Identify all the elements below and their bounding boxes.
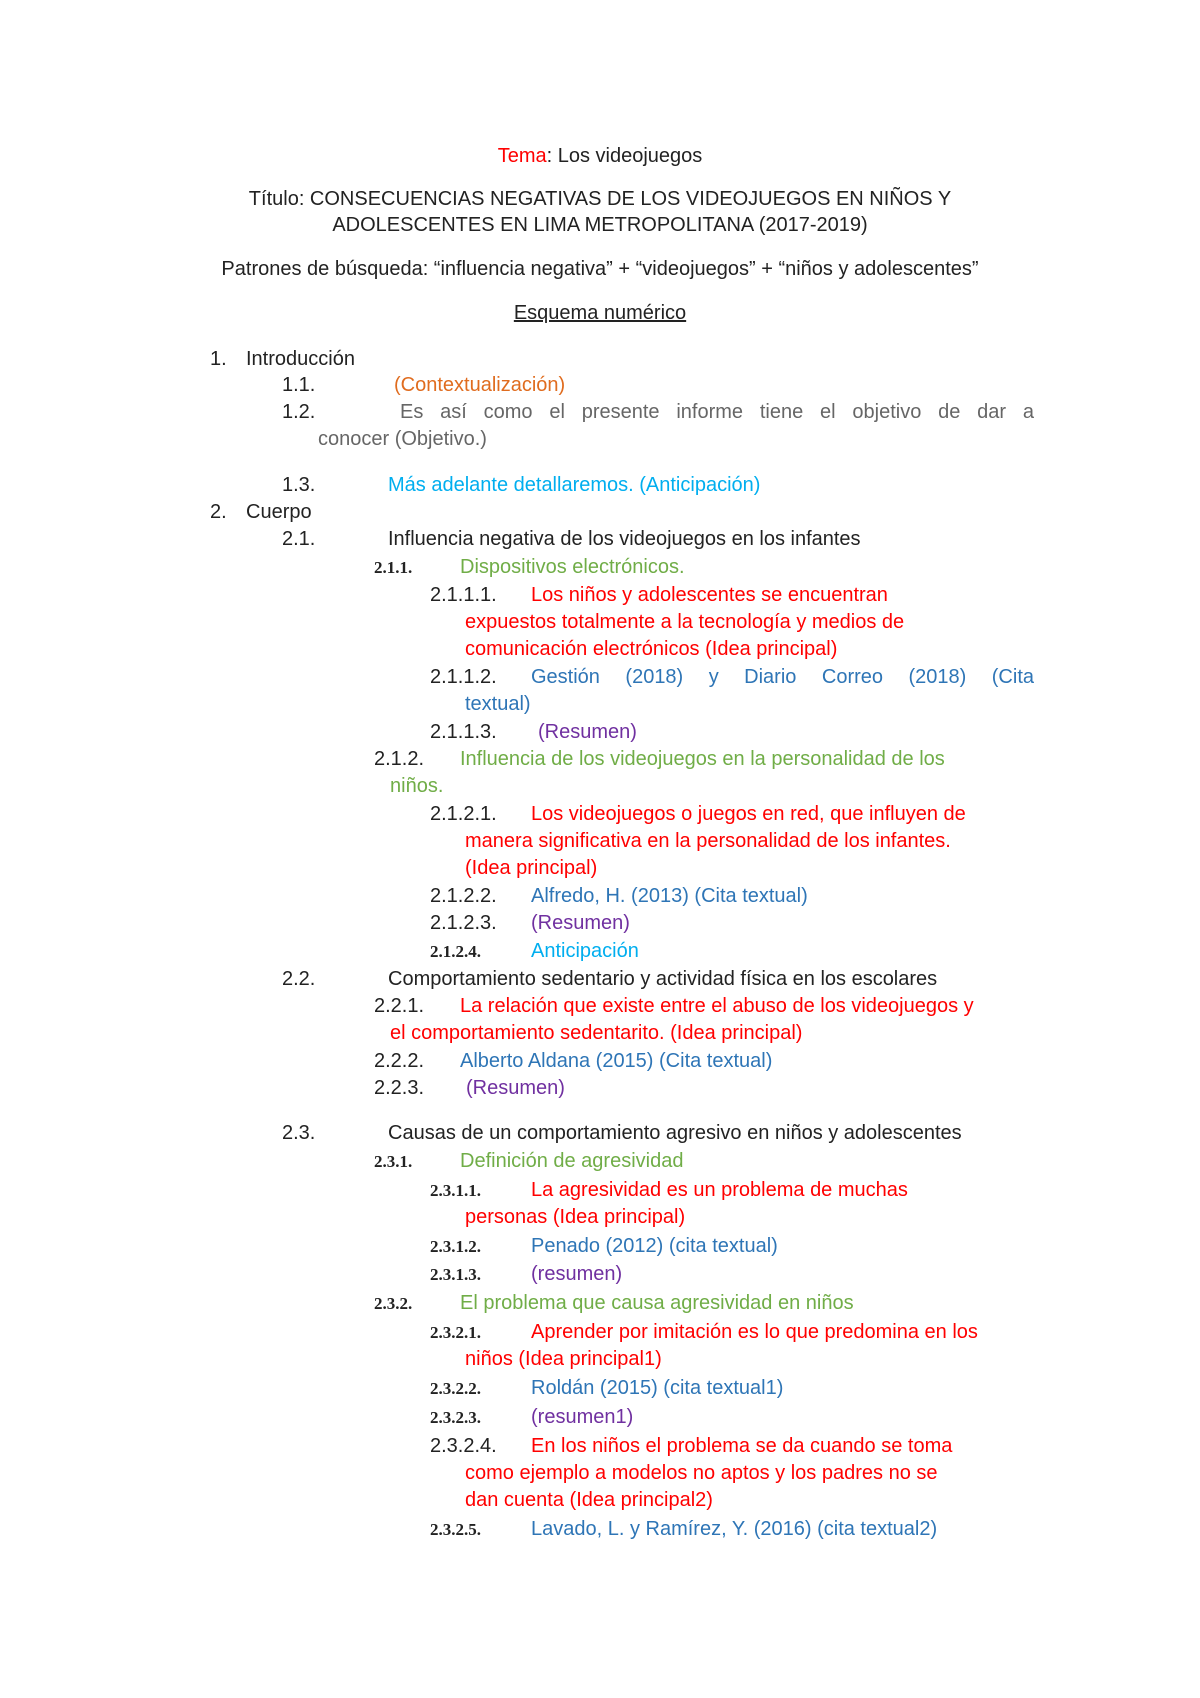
item-2-3-2-4-num: 2.3.2.4. [430,1435,497,1457]
item-2-2-2-num: 2.2.2. [374,1050,425,1072]
word: Diario [744,666,797,688]
word: presente [581,401,660,423]
item-2-1-2-4-num: 2.1.2.4. [430,942,481,961]
item-2-1-num: 2.1. [282,528,316,550]
item-2-1-1-1-line-2: expuestos totalmente a la tecnología y medios de [465,611,905,633]
tema-line [0,143,1200,170]
item-2-1-text: Influencia negativa de los videojuegos en los infantes [388,528,861,550]
word: Gestión [531,666,600,688]
item-2-3-1-2-num: 2.3.1.2. [430,1237,481,1256]
item-2-2-3-num: 2.2.3. [374,1077,425,1099]
item-2-2-num: 2.2. [282,968,316,990]
item-1-num: 1. [210,348,227,370]
item-2-1-1-text: Dispositivos electrónicos. [460,556,685,578]
word: como [483,401,533,423]
item-2-1-1-2-line-1 [531,664,1034,691]
item-2-1-2-line-2: niños. [390,775,444,797]
item-2-3-2-1-num: 2.3.2.1. [430,1323,481,1342]
word: dar [977,401,1007,423]
item-2-2-2-text: Alberto Aldana (2015) (Cita textual) [460,1050,773,1072]
item-2-1-2-2-text: Alfredo, H. (2013) (Cita textual) [531,885,808,907]
item-2-3-num: 2.3. [282,1122,316,1144]
item-2-3-1-1-line-2: personas (Idea principal) [465,1206,686,1228]
item-2-1-2-num: 2.1.2. [374,748,425,770]
item-1-3-num: 1.3. [282,474,316,496]
titulo-line-2: ADOLESCENTES EN LIMA METROPOLITANA (2017-2019) [332,214,868,236]
item-2-3-2-num: 2.3.2. [374,1294,413,1313]
word: el [549,401,565,423]
item-2-1-1-1-line-3: comunicación electrónicos (Idea principal) [465,638,838,660]
item-2-2-3-text: (Resumen) [466,1077,565,1099]
item-1-1-text: (Contextualización) [394,374,566,396]
word: a [1022,401,1034,423]
item-2-3-1-3-num: 2.3.1.3. [430,1265,481,1284]
item-2-1-2-4-text: Anticipación [531,940,639,962]
tema-value: : Los videojuegos [546,145,703,167]
word: tiene [759,401,804,423]
word: y [708,666,719,688]
item-2-text: Cuerpo [246,501,312,523]
item-2-3-1-text: Definición de agresividad [460,1150,684,1172]
item-1-text: Introducción [246,348,355,370]
item-2-1-1-2-num: 2.1.1.2. [430,666,497,688]
item-2-2-text: Comportamiento sedentario y actividad física en los escolares [388,968,938,990]
word: (2018) [908,666,967,688]
item-2-3-2-1-line-1: Aprender por imitación es lo que predomina en los [531,1321,978,1343]
item-2-1-2-1-line-3: (Idea principal) [465,857,598,879]
word: (2018) [625,666,684,688]
item-2-1-2-1-line-2: manera significativa en la personalidad de los infantes. [465,830,951,852]
item-1-1-num: 1.1. [282,374,316,396]
tema-label: Tema [497,145,547,167]
item-1-2-num: 1.2. [282,401,316,423]
item-2-3-1-1-line-1: La agresividad es un problema de muchas [531,1179,908,1201]
item-2-1-1-3-text: (Resumen) [538,721,637,743]
item-2-3-2-4-line-2: como ejemplo a modelos no aptos y los padres no se [465,1462,938,1484]
item-2-3-1-1-num: 2.3.1.1. [430,1181,481,1200]
item-2-3-2-5-text: Lavado, L. y Ramírez, Y. (2016) (cita textual2) [531,1518,938,1540]
word: así [440,401,467,423]
item-2-1-1-2-line-2: textual) [465,693,531,715]
patrones-busqueda: Patrones de búsqueda: “influencia negativa” + “videojuegos” + “niños y adolescentes” [221,258,979,280]
item-2-3-2-3-text: (resumen1) [531,1406,634,1428]
item-2-1-2-3-num: 2.1.2.3. [430,912,497,934]
word: Es [400,401,424,423]
esquema-title: Esquema numérico [513,302,687,324]
item-2-3-2-5-num: 2.3.2.5. [430,1520,481,1539]
item-1-3-text: Más adelante detallaremos. (Anticipación) [388,474,761,496]
item-2-3-1-num: 2.3.1. [374,1152,413,1171]
item-2-3-2-4-line-3: dan cuenta (Idea principal2) [465,1489,713,1511]
item-2-1-1-num: 2.1.1. [374,558,413,577]
item-2-3-text: Causas de un comportamiento agresivo en niños y adolescentes [388,1122,962,1144]
item-1-2-line-1 [400,399,1034,426]
item-2-1-1-3-num: 2.1.1.3. [430,721,497,743]
item-2-1-1-1-line-1: Los niños y adolescentes se encuentran [531,584,888,606]
word: el [820,401,836,423]
item-2-1-2-1-num: 2.1.2.1. [430,803,497,825]
word: informe [676,401,744,423]
item-2-3-1-3-text: (resumen) [531,1263,623,1285]
item-2-3-2-1-line-2: niños (Idea principal1) [465,1348,662,1370]
item-2-2-1-num: 2.2.1. [374,995,425,1017]
item-2-1-1-1-num: 2.1.1.1. [430,584,497,606]
item-2-num: 2. [210,501,227,523]
item-2-1-2-1-line-1: Los videojuegos o juegos en red, que influyen de [531,803,966,825]
word: Correo [821,666,884,688]
item-2-1-2-3-text: (Resumen) [531,912,630,934]
item-2-3-2-2-num: 2.3.2.2. [430,1379,481,1398]
word: objetivo [852,401,922,423]
item-2-3-2-2-text: Roldán (2015) (cita textual1) [531,1377,784,1399]
item-2-3-2-3-num: 2.3.2.3. [430,1408,481,1427]
item-2-3-1-2-text: Penado (2012) (cita textual) [531,1235,778,1257]
item-2-3-2-4-line-1: En los niños el problema se da cuando se toma [531,1435,953,1457]
item-2-1-2-2-num: 2.1.2.2. [430,885,497,907]
item-1-2-line-2: conocer (Objetivo.) [318,428,487,450]
word: de [938,401,961,423]
word: (Cita [991,666,1034,688]
titulo-line-1: Título: CONSECUENCIAS NEGATIVAS DE LOS VIDEOJUEGOS EN NIÑOS Y [248,188,952,210]
item-2-1-2-line-1: Influencia de los videojuegos en la personalidad de los [460,748,945,770]
item-2-2-1-line-1: La relación que existe entre el abuso de los videojuegos y [460,995,974,1017]
item-2-2-1-line-2: el comportamiento sedentarito. (Idea principal) [390,1022,803,1044]
esquema-heading [0,300,1200,327]
item-2-3-2-text: El problema que causa agresividad en niños [460,1292,854,1314]
